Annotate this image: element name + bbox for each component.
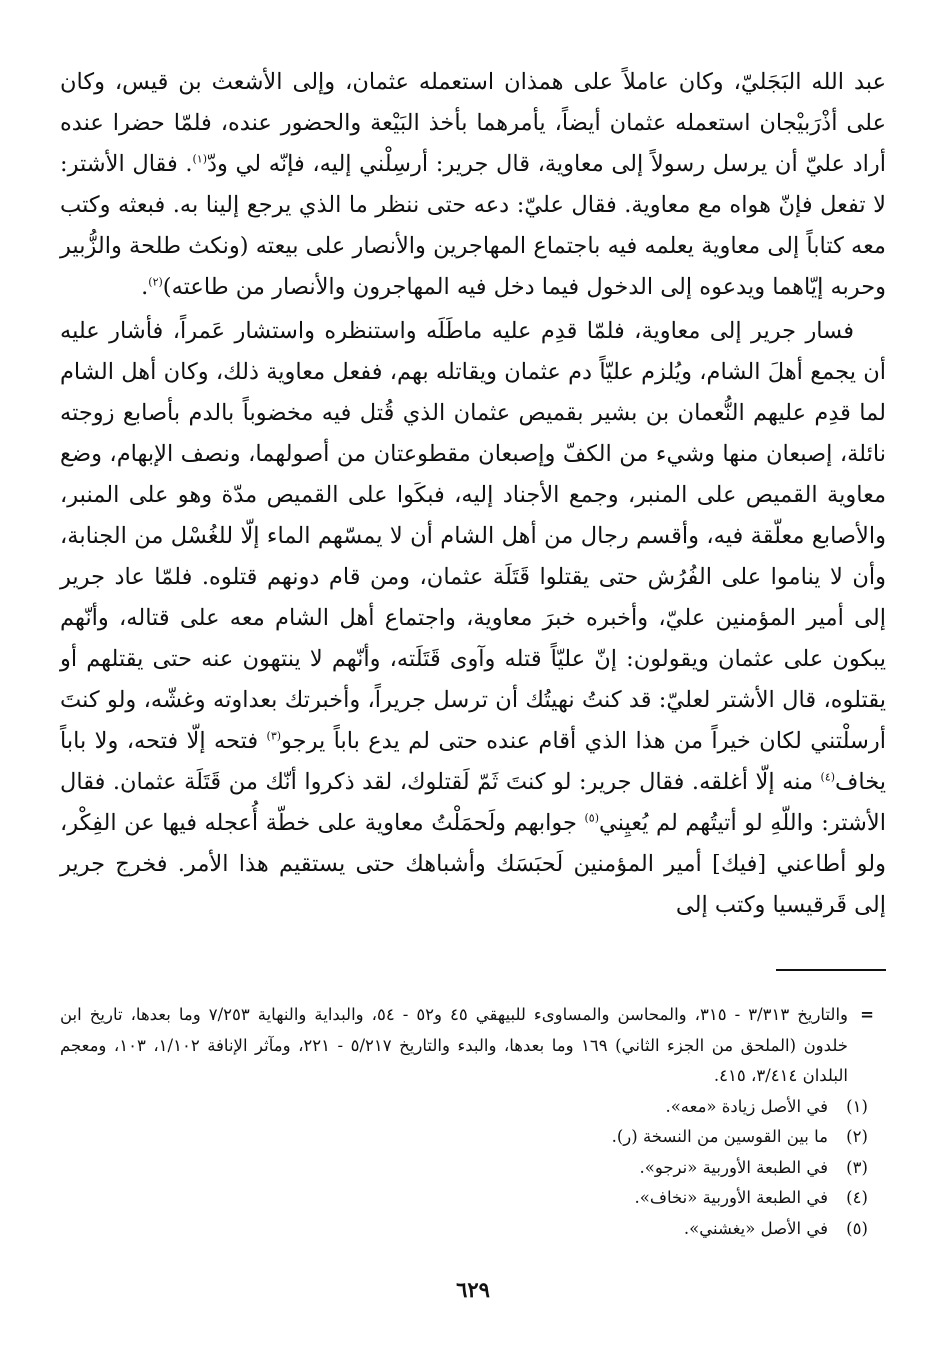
text-run: .: [141, 274, 149, 300]
footnote-separator: [776, 969, 886, 971]
footnote-text: في الطبعة الأوربية «نرجو».: [639, 1157, 828, 1177]
text-run: عبد الله البَجَليّ، وكان عاملاً على همذان استعمله عثمان، وإلى الأشعث بن قيس، وكان على أذْرَبيْجان استعمله عثمان أيضاً، يأمرهما بأخذ البَيْعة والحضور عنده، فلمّا حضرا عنده أراد عليّ أن يرسل رسولاً إلى معاوية، قال جرير: أرسِلْني إليه، فإنّه لي ودّ: [60, 69, 886, 177]
footnote-number: (٥): [846, 1218, 868, 1238]
footnote: [60, 1214, 886, 1245]
footnote-number: (٤): [846, 1188, 868, 1207]
footnote-ref: (٤): [820, 770, 836, 784]
footnotes: [60, 1000, 886, 1244]
continuation-mark: =: [860, 1005, 874, 1024]
footnote-number: (٣): [846, 1157, 868, 1177]
text-run: منه إلّا أغلقه. فقال جرير: لو كنتَ ثَمّ لَقتلوك، لقد ذكروا أنّك من قَتَلَة عثمان. فقال الأشتر: واللّهِ لو أتيتُهم لم يُعيِني: [60, 769, 886, 836]
footnote-number: (٢): [846, 1127, 868, 1146]
text-run: . فقال الأشتر: لا تفعل فإنّ هواه مع معاوية. فقال عليّ: دعه حتى ننظر ما الذي يرجع إلينا به. فبعثه وكتب معه كتاباً إلى معاوية يعلمه فيه باجتماع المهاجرين والأنصار على بيعته (ونكث طلحة والزُّبير وحربه إيّاهما ويدعوه إلى الدخول فيما دخل فيه المهاجرون والأنصار من طاعته): [60, 151, 886, 300]
footnote-text: في الطبعة الأوربية «نخاف».: [634, 1188, 828, 1207]
footnote-ref: (٣): [266, 729, 282, 743]
text-run: فتحه إلّا فتحه، ولا باباً يخاف: [60, 728, 886, 795]
footnote-ref: (٢): [148, 275, 163, 289]
footnote-number: (١): [846, 1096, 868, 1116]
footnote: [60, 1092, 886, 1123]
footnote: [60, 1153, 886, 1184]
footnote-ref: (٥): [584, 811, 599, 825]
footnote-text: في الأصل زيادة «معه».: [665, 1096, 828, 1116]
main-text: [60, 62, 886, 926]
book-page: [60, 62, 886, 1339]
paragraph: [60, 62, 886, 308]
footnote: [60, 1183, 886, 1214]
footnote: [60, 1122, 886, 1153]
footnote-text: ما بين القوسين من النسخة (ر).: [611, 1127, 828, 1146]
footnote-continuation: [60, 1000, 886, 1092]
text-run: جوابهم ولَحمَلْتُ معاوية على خطّة أُعجله فيها عن الفِكْر، ولو أطاعني [فيك] أمير المؤمنين لَحبَسَك وأشباهك حتى يستقيم هذا الأمر. فخرج جرير إلى قَرقيسيا وكتب إلى: [60, 810, 886, 918]
page-number: ٦٢٩: [456, 1277, 490, 1302]
footnote-text: في الأصل «يغشني».: [683, 1218, 828, 1238]
footnote-ref: (١): [192, 152, 207, 166]
continuation-text: والتاريخ ٣/٣١٣ - ٣١٥، والمحاسن والمساوىء للبيهقي ٤٥ و٥٢ - ٥٤، والبداية والنهاية ٧/٢٥٣ وما بعدها، تاريخ ابن خلدون (الملحق من الجزء الثاني) ١٦٩ وما بعدها، والبدء والتاريخ ٥/٢١٧ - ٢٢١، ومآثر الإنافة ١/١٠٢، ١٠٣، ومعجم البلدان ٣/٤١٤، ٤١٥.: [60, 1005, 849, 1085]
text-run: فسار جرير إلى معاوية، فلمّا قدِم عليه ماطَلَه واستنظره واستشار عَمراً، فأشار عليه أن يجمع أهلَ الشام، ويُلزم عليّاً دم عثمان ويقاتله بهم، ففعل معاوية ذلك، وكان أهل الشام لما قدِم عليهم النُّعمان بن بشير بقميص عثمان الذي قُتل فيه مخضوباً بالدم بأصابع زوجته نائلة، إصبعان منها وشيء من الكفّ وإصبعان مقطوعتان من أصولهما، ونصف الإبهام، وضع معاوية القميص على المنبر، وجمع الأجناد إليه، فبكَوا على القميص مدّة وهو على المنبر، والأصابع معلّقة فيه، وأقسم رجال من أهل الشام أن لا يمسّهم الماء إلّا للغُسْل من الجنابة، وأن لا يناموا على الفُرُش حتى يقتلوا قَتَلَة عثمان، ومن قام دونهم قتلوه. فلمّا عاد جرير إلى أمير المؤمنين عليّ، وأخبره خبرَ معاوية، واجتماع أهل الشام معه على قتاله، وأنّهم يبكون على عثمان ويقولون: إنّ عليّاً قتله وآوى قَتَلَته، وأنّهم لا ينتهون عنه حتى يقتلهم أو يقتلوه، قال الأشتر لعليّ: قد كنتُ نهيتُك أن ترسل جريراً، وأخبرتك بعداوته وغشّه، ولو كنتَ أرسلْتني لكان خيراً من هذا الذي أقام عنده حتى لم يدع باباً يرجو: [60, 318, 886, 754]
paragraph: [60, 311, 886, 926]
